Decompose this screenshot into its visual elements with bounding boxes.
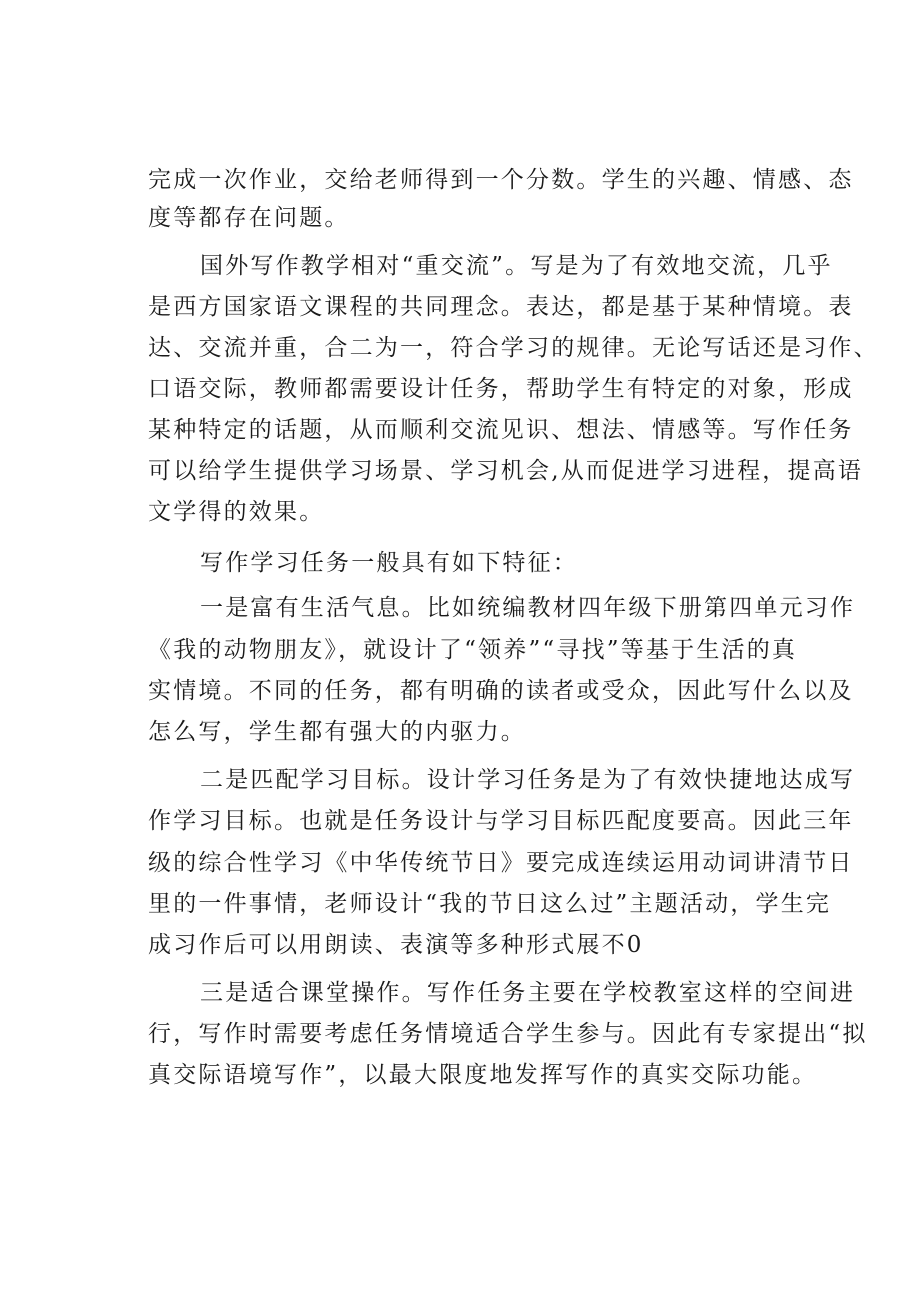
text-line: 怎么写，学生都有强大的内驱力。 bbox=[148, 719, 526, 745]
text-line: 行，写作时需要考虑任务情境适合学生参与。因此有专家提出“拟 bbox=[148, 1021, 868, 1047]
text-line: 成习作后可以用朗读、表演等多种形式展不0 bbox=[148, 932, 644, 958]
paragraph-first-line: 三是适合课堂操作。写作任务主要在学校教室这样的空间进 bbox=[200, 980, 856, 1006]
text-line: 完成一次作业，交给老师得到一个分数。学生的兴趣、情感、态 bbox=[148, 167, 854, 193]
text-line: 实情境。不同的任务，都有明确的读者或受众，因此写什么以及 bbox=[148, 678, 854, 704]
text-line: 作学习目标。也就是任务设计与学习目标匹配度要高。因此三年 bbox=[148, 808, 854, 834]
text-line: 口语交际，教师都需要设计任务，帮助学生有特定的对象，形成 bbox=[148, 376, 854, 402]
text-line: 真交际语境写作”，以最大限度地发挥写作的真实交际功能。 bbox=[148, 1062, 818, 1088]
paragraph-first-line: 写作学习任务一般具有如下特征： bbox=[200, 550, 578, 576]
text-line: 某种特定的话题，从而顺利交流见识、想法、情感等。写作任务 bbox=[148, 417, 854, 443]
text-line: 文学得的效果。 bbox=[148, 499, 325, 525]
paragraph-first-line: 二是匹配学习目标。设计学习任务是为了有效快捷地达成写 bbox=[200, 767, 856, 793]
text-line: 里的一件事情，老师设计“我的节日这么过”主题活动，学生完 bbox=[148, 891, 832, 917]
text-line: 级的综合性学习《中华传统节日》要完成连续运用动词讲清节日 bbox=[148, 850, 854, 876]
text-line: 度等都存在问题。 bbox=[148, 205, 350, 231]
text-line: 达、交流并重，合二为一，符合学习的规律。无论写话还是习作、 bbox=[148, 335, 879, 361]
text-line: 《我的动物朋友》，就设计了“领养”“寻找”等基于生活的真 bbox=[148, 637, 798, 663]
paragraph-first-line: 国外写作教学相对“重交流”。写是为了有效地交流，几乎 bbox=[200, 253, 833, 279]
paragraph-first-line: 一是富有生活气息。比如统编教材四年级下册第四单元习作 bbox=[200, 595, 856, 621]
text-line: 是西方国家语文课程的共同理念。表达，都是基于某种情境。表 bbox=[148, 294, 854, 320]
text-line: 可以给学生提供学习场景、学习机会,从而促进学习进程，提高语 bbox=[148, 458, 864, 484]
